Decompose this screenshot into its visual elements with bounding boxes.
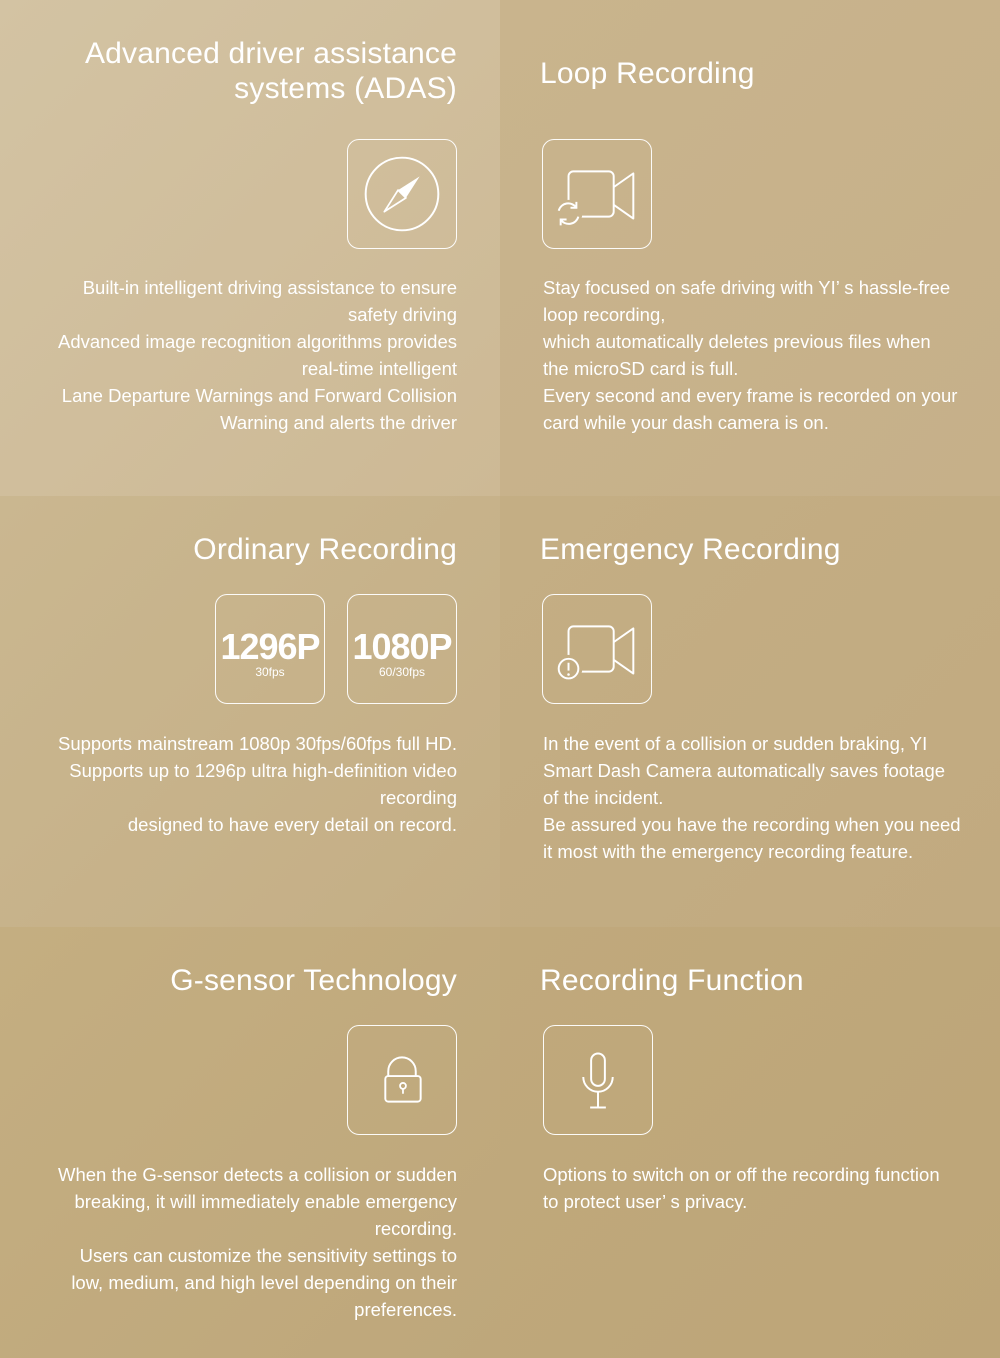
desc-line: Built-in intelligent driving assistance to ensure: [82, 277, 457, 298]
title-line: systems (ADAS): [234, 72, 457, 105]
feature-title: Recording Function: [540, 964, 804, 997]
desc-line: safety driving: [348, 304, 457, 325]
feature-emergency-recording: [500, 496, 1000, 927]
feature-title: Emergency Recording: [540, 533, 841, 566]
desc-line: Warning and alerts the driver: [220, 412, 457, 433]
title-line: Advanced driver assistance: [84, 37, 457, 70]
desc-line: Supports mainstream 1080p 30fps/60fps full HD.: [58, 733, 457, 754]
desc-line: the microSD card is full.: [543, 358, 739, 379]
feature-title: G-sensor Technology: [170, 964, 457, 997]
compass-icon: [347, 139, 457, 249]
feature-description: [17, 274, 457, 436]
desc-line: recording.: [374, 1218, 457, 1239]
desc-line: of the incident.: [543, 787, 664, 808]
desc-line: Options to switch on or off the recording function: [543, 1164, 940, 1185]
feature-description: [543, 730, 983, 865]
desc-line: low, medium, and high level depending on their: [71, 1272, 457, 1293]
desc-line: it most with the emergency recording feature.: [543, 841, 914, 862]
lock-icon: [347, 1025, 457, 1135]
desc-line: recording: [379, 787, 457, 808]
desc-line: card while your dash camera is on.: [543, 412, 829, 433]
desc-line: Be assured you have the recording when you need: [543, 814, 961, 835]
video-loop-icon: [542, 139, 652, 249]
feature-ordinary-recording: [0, 496, 500, 927]
feature-description: [17, 730, 457, 838]
desc-line: which automatically deletes previous files when: [543, 331, 931, 352]
resolution-label: 1080P: [352, 626, 452, 667]
desc-line: Every second and every frame is recorded on your: [543, 385, 958, 406]
feature-title: [85, 36, 457, 106]
desc-line: Smart Dash Camera automatically saves footage: [543, 760, 946, 781]
feature-title: Ordinary Recording: [193, 533, 457, 566]
desc-line: Users can customize the sensitivity settings to: [79, 1245, 457, 1266]
desc-line: loop recording,: [543, 304, 666, 325]
feature-recording-function: [500, 927, 1000, 1358]
feature-description: [543, 1161, 983, 1215]
desc-line: Stay focused on safe driving with YI’ s hassle-free: [543, 277, 951, 298]
desc-line: When the G-sensor detects a collision or sudden: [58, 1164, 457, 1185]
feature-g-sensor: [0, 927, 500, 1358]
desc-line: to protect user’ s privacy.: [543, 1191, 748, 1212]
microphone-icon: [543, 1025, 653, 1135]
resolution-fps: 30fps: [255, 665, 285, 679]
feature-loop-recording: [500, 0, 1000, 496]
desc-line: Supports up to 1296p ultra high-definition video: [69, 760, 457, 781]
feature-adas: [0, 0, 500, 496]
resolution-1080p-badge: [347, 594, 457, 704]
desc-line: breaking, it will immediately enable emergency: [74, 1191, 457, 1212]
desc-line: Advanced image recognition algorithms provides: [58, 331, 457, 352]
feature-description: [543, 274, 983, 436]
resolution-1296p-badge: [215, 594, 325, 704]
desc-line: designed to have every detail on record.: [127, 814, 457, 835]
resolution-label: 1296P: [220, 626, 320, 667]
feature-description: [17, 1161, 457, 1323]
video-alert-icon: [542, 594, 652, 704]
resolution-fps: 60/30fps: [378, 665, 426, 679]
desc-line: Lane Departure Warnings and Forward Collision: [61, 385, 457, 406]
feature-title: Loop Recording: [540, 57, 755, 90]
desc-line: real-time intelligent: [301, 358, 457, 379]
desc-line: preferences.: [354, 1299, 457, 1320]
desc-line: In the event of a collision or sudden braking, YI: [543, 733, 928, 754]
